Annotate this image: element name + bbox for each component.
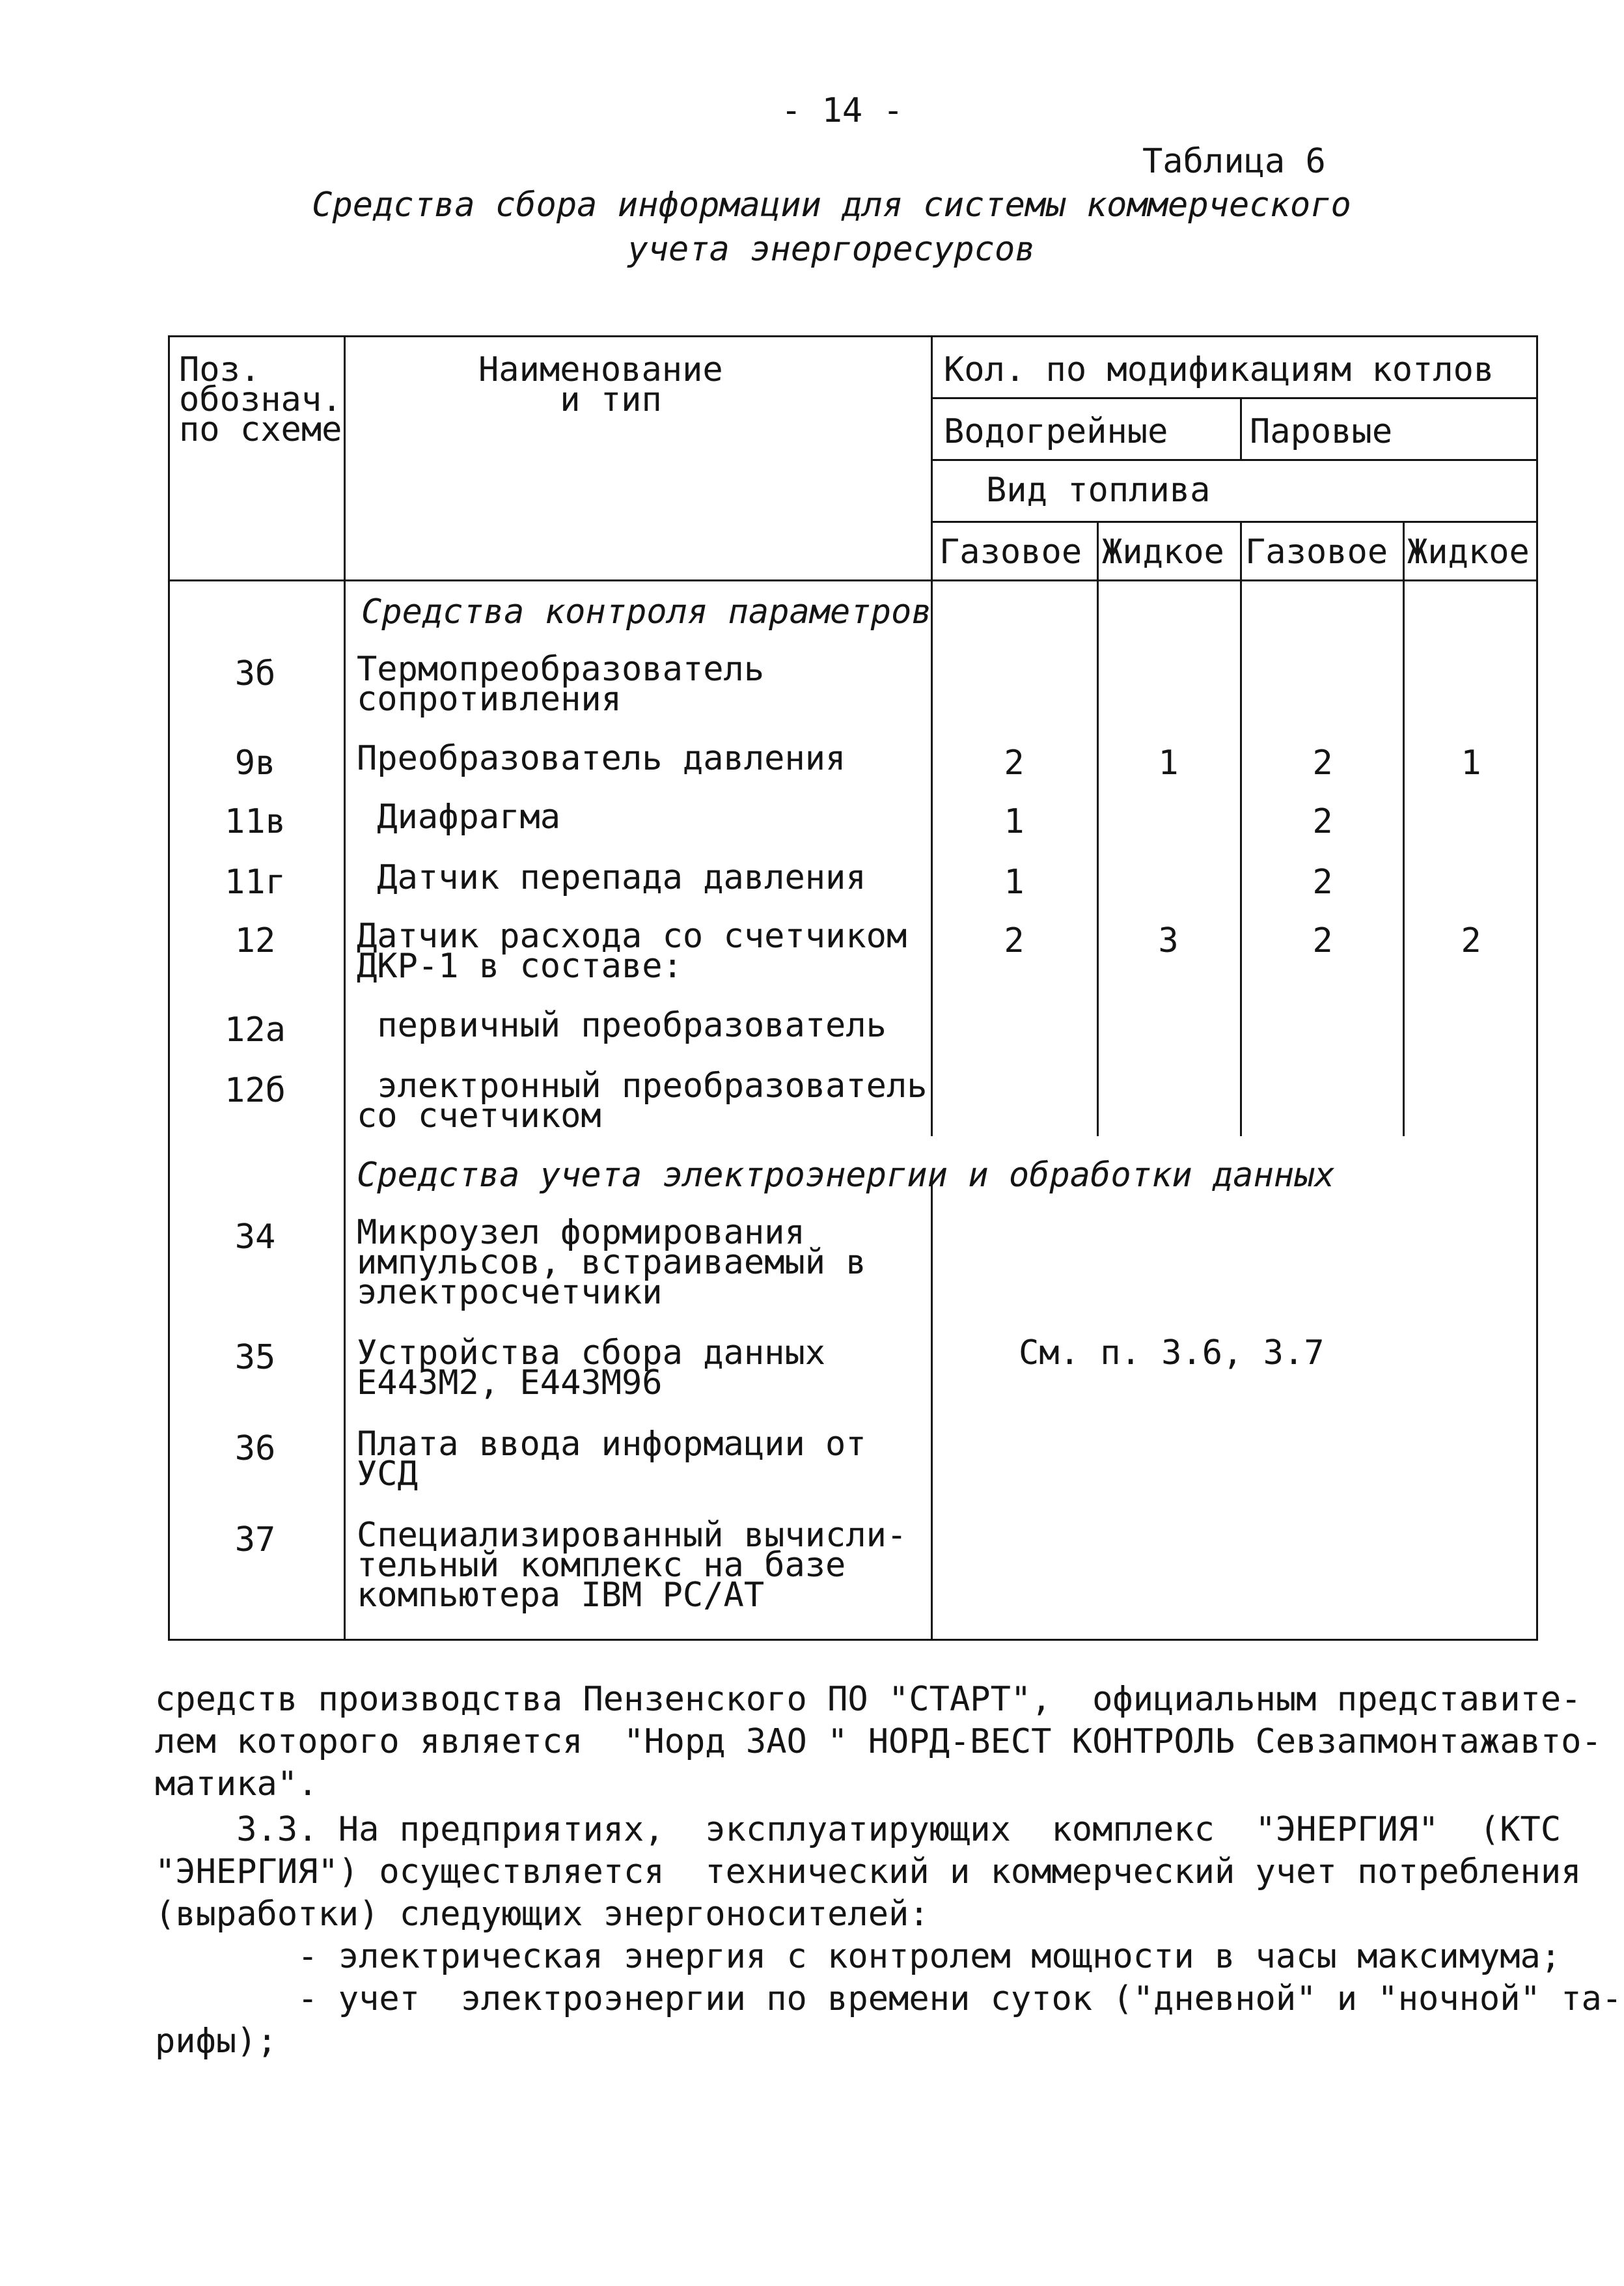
header-rule-1 [931, 397, 1538, 399]
table-top-border [168, 335, 1538, 337]
body-line: - электрическая энергия с контролем мощности в часы максимума; [155, 1937, 1562, 1976]
body-line: "ЭНЕРГИЯ") осуществляется технический и коммерческий учет потребления [155, 1852, 1582, 1891]
col-rule-g2 [1403, 521, 1405, 1136]
header-rule-3 [931, 521, 1538, 523]
header-pos: Поз. обознач. по схеме [179, 350, 342, 449]
table-right-border [1536, 335, 1538, 1641]
page-number: - 14 - [781, 91, 903, 130]
table-caption-line-1: Средства сбора информации для системы коммерческого [312, 186, 1351, 225]
row-name: Датчик перепада давления [357, 858, 866, 897]
header-name: Наименование и тип [478, 350, 723, 419]
row-pos: 12а [225, 1011, 286, 1050]
section-title-1: Средства контроля параметров [361, 592, 932, 632]
row-pos: 37 [234, 1520, 276, 1559]
header-rule-2 [931, 459, 1538, 461]
row-pos: 11г [225, 863, 286, 902]
row-value-liquid-1: 3 [1158, 921, 1179, 960]
col-rule-g1 [1097, 521, 1099, 1136]
body-line: 3.3. На предприятиях, эксплуатирующих комплекс "ЭНЕРГИЯ" (КТС [155, 1810, 1562, 1849]
water-steam-divider [1240, 397, 1242, 459]
row-name: Преобразователь давления [357, 739, 846, 778]
header-steam: Паровые [1250, 412, 1393, 451]
see-reference: См. п. 3.6, 3.7 [1019, 1333, 1325, 1373]
body-line: рифы); [155, 2022, 277, 2061]
row-name: Термопреобразователь сопротивления [357, 650, 765, 719]
row-value-gas-1: 1 [1004, 863, 1025, 902]
row-pos: 36 [234, 1429, 276, 1468]
row-pos: 12 [234, 921, 276, 960]
row-pos: 9в [234, 744, 276, 783]
row-pos: 12б [225, 1071, 286, 1110]
row-name: Устройства сбора данных Е443М2, Е443М96 [357, 1333, 826, 1402]
col-rule-pos [344, 335, 346, 1641]
col-rule-name [931, 335, 933, 1136]
header-liquid-1: Жидкое [1102, 533, 1224, 572]
body-line: - учет электроэнергии по времени суток ("дневной" и "ночной" та- [155, 1979, 1623, 2018]
header-qty: Кол. по модификациям котлов [944, 350, 1494, 389]
row-value-gas-1: 2 [1004, 744, 1025, 783]
header-fuel: Вид топлива [986, 471, 1211, 510]
row-name: Специализированный вычисли- тельный комплекс на базе компьютера IBM PC/AT [357, 1516, 907, 1615]
row-name: электронный преобразователь со счетчиком [357, 1066, 928, 1136]
col-rule-l1 [1240, 521, 1242, 1136]
row-name: Плата ввода информации от УСД [357, 1425, 866, 1494]
row-value-gas-1: 1 [1004, 802, 1025, 841]
table-bottom-border [168, 1639, 1538, 1641]
row-name: Датчик расхода со счетчиком ДКР-1 в составе: [357, 917, 907, 986]
row-pos: 3б [234, 654, 276, 693]
header-liquid-2: Жидкое [1407, 533, 1530, 572]
header-gas-1: Газовое [939, 533, 1082, 572]
table-caption-line-2: учета энергоресурсов [627, 230, 1036, 269]
header-gas-2: Газовое [1245, 533, 1388, 572]
col-rule-name-lower [931, 1185, 933, 1641]
row-value-gas-2: 2 [1312, 863, 1333, 902]
section-title-2: Средства учета электроэнергии и обработки данных [357, 1156, 1335, 1195]
row-name: первичный преобразователь [357, 1006, 887, 1045]
row-value-gas-2: 2 [1312, 802, 1333, 841]
header-water: Водогрейные [944, 412, 1168, 451]
row-pos: 11в [225, 802, 286, 841]
table-left-border [168, 335, 170, 1641]
body-line: лем которого является "Норд ЗАО " НОРД-ВЕСТ КОНТРОЛЬ Севзапмонтажавто- [155, 1722, 1602, 1761]
table-number: Таблица 6 [1142, 142, 1326, 181]
body-line: (выработки) следующих энергоносителей: [155, 1895, 929, 1934]
row-value-liquid-2: 2 [1461, 921, 1481, 960]
row-value-gas-2: 2 [1312, 744, 1333, 783]
row-name: Микроузел формирования импульсов, встраиваемый в электросчетчики [357, 1213, 866, 1312]
header-bottom-rule [168, 579, 1538, 581]
row-name: Диафрагма [357, 798, 561, 837]
body-line: средств производства Пензенского ПО "СТАРТ", официальным представите- [155, 1680, 1582, 1719]
row-value-gas-1: 2 [1004, 921, 1025, 960]
row-value-liquid-2: 1 [1461, 744, 1481, 783]
row-pos: 35 [234, 1338, 276, 1377]
row-value-gas-2: 2 [1312, 921, 1333, 960]
body-line: матика". [155, 1764, 318, 1804]
row-value-liquid-1: 1 [1158, 744, 1179, 783]
row-pos: 34 [234, 1218, 276, 1257]
